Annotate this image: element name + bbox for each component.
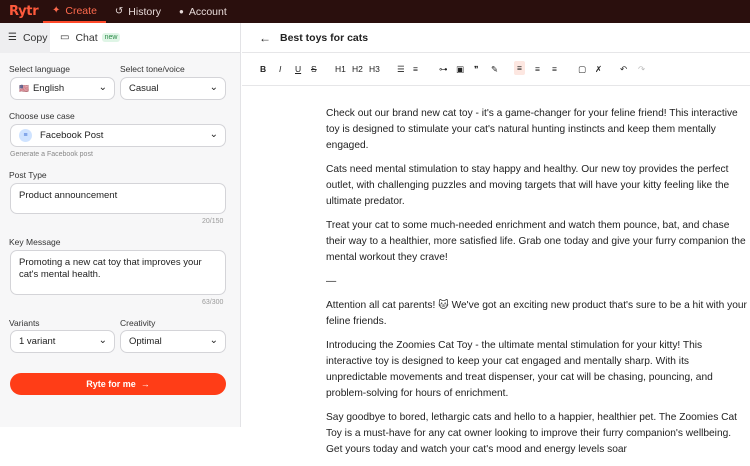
undo-icon[interactable]: ↶ xyxy=(620,64,628,74)
sparkle-icon: ✦ xyxy=(52,5,61,16)
rytr-logo[interactable]: Rytr xyxy=(9,4,39,19)
tab-copy[interactable] xyxy=(0,23,50,53)
paragraph: Check out our brand new cat toy - it's a game-changer for your feline friend! This interactive toy is designed to stimulate your cat's natural hunting instincts and keep them mentally engaged. xyxy=(326,108,738,151)
back-arrow-icon[interactable]: ← xyxy=(259,30,271,45)
use-case-label: Choose use case xyxy=(9,111,75,121)
tone-value: Casual xyxy=(129,83,159,94)
key-message-input[interactable]: Promoting a new cat toy that improves your cat's mental health. xyxy=(10,250,226,295)
key-message-label: Key Message xyxy=(9,237,61,247)
link-icon[interactable]: ⊶ xyxy=(439,64,448,74)
new-badge: new xyxy=(102,33,121,42)
numbered-list-icon[interactable]: ≡ xyxy=(413,64,418,74)
post-type-label: Post Type xyxy=(9,170,47,180)
paragraph: Cats need mental stimulation to stay happy and healthy. Our new toy provides the perfect outlet, with challenging puzzles and moving targets that will have your kitty feeling like the ultimate predator. xyxy=(326,164,730,207)
paragraph: Say goodbye to bored, lethargic cats and hello to a happier, healthier pet. The Zoomies Cat Toy is a must-have for any cat owner looking to improve their furry companion's wellbeing. Get yours today and watch your cat's mood and energy levels soar xyxy=(326,412,737,455)
chevron-down-icon: ⌄ xyxy=(209,335,218,346)
top-nav-bar xyxy=(0,0,750,23)
variants-value: 1 variant xyxy=(19,336,56,347)
us-flag-icon: 🇺🇸 xyxy=(19,84,29,93)
use-case-select[interactable] xyxy=(10,124,226,147)
editor-panel xyxy=(242,23,750,455)
editor-toolbar xyxy=(242,53,750,86)
nav-account[interactable] xyxy=(170,0,236,23)
paragraph: Treat your cat to some much-needed enrichment and watch them pounce, bat, and chase their way to a healthier, more satisfied life. Grab one today and give your furry companion the mental workout they crave! xyxy=(326,220,746,263)
use-case-value: Facebook Post xyxy=(40,130,104,141)
heading-2-button[interactable]: H2 xyxy=(352,64,363,74)
embed-icon[interactable]: ▢ xyxy=(578,64,587,74)
document-icon: ≡ xyxy=(19,129,32,142)
heading-1-button[interactable]: H1 xyxy=(335,64,346,74)
ryte-for-me-button[interactable] xyxy=(10,373,226,395)
align-center-icon[interactable]: ≡ xyxy=(535,64,540,74)
document-header xyxy=(242,23,750,53)
align-left-icon[interactable]: ≡ xyxy=(514,61,525,75)
menu-icon: ☰ xyxy=(8,32,17,43)
variants-label: Variants xyxy=(9,318,40,328)
highlighter-icon[interactable]: ✎ xyxy=(491,64,499,74)
ryte-button-label: Ryte for me xyxy=(86,379,136,389)
clear-format-icon[interactable]: ✗ xyxy=(595,64,603,74)
nav-history-label: History xyxy=(128,5,161,18)
chevron-down-icon: ⌄ xyxy=(98,82,107,93)
post-type-input[interactable]: Product announcement xyxy=(10,183,226,214)
quote-icon[interactable]: ❞ xyxy=(474,64,479,74)
document-content[interactable] xyxy=(326,106,748,466)
creativity-value: Optimal xyxy=(129,336,162,347)
paragraph: Introducing the Zoomies Cat Toy - the ultimate mental stimulation for your kitty! This interactive toy is designed to keep your cat engaged and mentally sharp. With its unpredictable movements and treat dispenser, your cat will be chasing, pouncing, and problem-solving for hours of enrichment. xyxy=(326,340,713,399)
post-type-count: 20/150 xyxy=(202,218,224,225)
creativity-select[interactable] xyxy=(120,330,226,353)
nav-create-label: Create xyxy=(65,4,97,17)
tone-select[interactable] xyxy=(120,77,226,100)
use-case-hint: Generate a Facebook post xyxy=(10,151,93,158)
key-message-count: 63/300 xyxy=(202,299,224,306)
language-value: English xyxy=(32,83,65,94)
tab-chat-label: Chat xyxy=(75,31,98,44)
separator: — xyxy=(326,276,337,287)
account-icon: ● xyxy=(178,7,184,16)
creativity-label: Creativity xyxy=(120,318,156,328)
nav-create[interactable] xyxy=(43,0,106,23)
nav-history[interactable] xyxy=(106,0,170,23)
chevron-down-icon: ⌄ xyxy=(209,129,218,140)
tab-copy-label: Copy xyxy=(22,31,48,44)
mode-tabs xyxy=(0,23,240,53)
align-right-icon[interactable]: ≡ xyxy=(552,64,557,74)
tone-label: Select tone/voice xyxy=(120,64,185,74)
bold-button[interactable]: B xyxy=(260,64,267,74)
language-select[interactable] xyxy=(10,77,115,100)
nav-account-label: Account xyxy=(188,5,227,18)
chat-icon: ▭ xyxy=(60,32,70,43)
redo-icon[interactable]: ↷ xyxy=(638,64,646,74)
tab-chat[interactable] xyxy=(52,23,128,53)
strikethrough-button[interactable]: S xyxy=(311,64,317,74)
language-label: Select language xyxy=(9,64,70,74)
underline-button[interactable]: U xyxy=(295,64,302,74)
heading-3-button[interactable]: H3 xyxy=(369,64,380,74)
left-panel xyxy=(0,23,241,427)
image-icon[interactable]: ▣ xyxy=(456,64,465,74)
chevron-down-icon: ⌄ xyxy=(98,335,107,346)
variants-select[interactable] xyxy=(10,330,115,353)
document-title[interactable]: Best toys for cats xyxy=(280,31,369,44)
arrow-right-icon: → xyxy=(140,379,150,389)
paragraph: Attention all cat parents! 🐱 We've got an exciting new product that's sure to be a hit with your feline friends. xyxy=(326,300,747,327)
history-icon: ↺ xyxy=(114,6,124,17)
bullet-list-icon[interactable]: ☰ xyxy=(397,64,405,74)
chevron-down-icon: ⌄ xyxy=(209,82,218,93)
italic-button[interactable]: I xyxy=(279,64,282,74)
